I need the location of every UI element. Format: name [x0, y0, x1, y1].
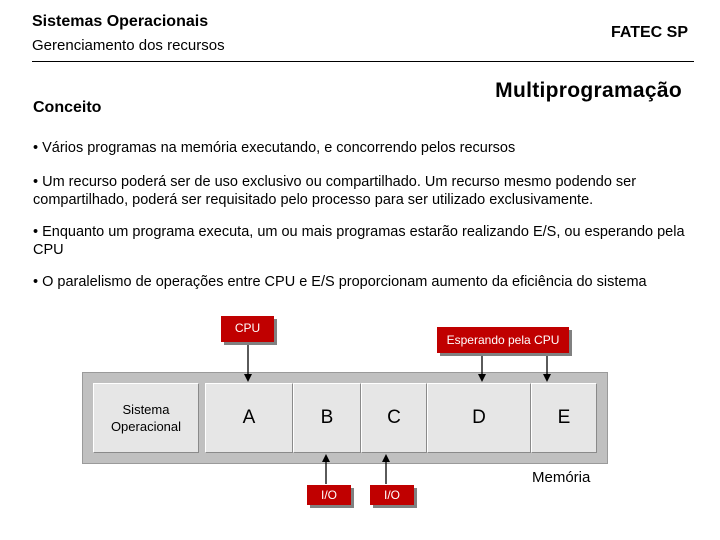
cpu-label-box: CPU — [221, 316, 274, 342]
section-heading: Conceito — [33, 99, 102, 116]
slide-title: Multiprogramação — [495, 79, 682, 102]
bullet-item: • Vários programas na memória executando, e concorrendo pelos recursos — [33, 140, 516, 156]
course-title: Sistemas Operacionais — [32, 13, 209, 30]
waiting-cpu-label-box: Esperando pela CPU — [437, 327, 569, 353]
bullet-item: • Enquanto um programa executa, um ou mais programas estarão realizando E/S, ou esperando pela CPU — [33, 224, 685, 258]
io-label-box: I/O — [370, 485, 414, 505]
program-label: D — [472, 407, 486, 428]
program-label: A — [242, 407, 256, 428]
institution-name: FATEC SP — [610, 24, 688, 41]
operating-system-label: Sistema Operacional — [110, 402, 182, 434]
bullet-item: • O paralelismo de operações entre CPU e E/S proporcionam aumento da eficiência do sistema — [33, 274, 647, 290]
program-label: C — [387, 407, 401, 428]
course-subtitle: Gerenciamento dos recursos — [32, 37, 225, 54]
program-label: B — [320, 407, 334, 428]
bullet-item: • Um recurso poderá ser de uso exclusivo ou compartilhado. Um recurso mesmo podendo ser compartilhado, poderá ser requisitado pelo processo para ser utilizado exclusivamente. — [33, 174, 637, 208]
io-label-box: I/O — [307, 485, 351, 505]
program-label: E — [557, 407, 571, 428]
memory-label: Memória — [532, 469, 591, 486]
